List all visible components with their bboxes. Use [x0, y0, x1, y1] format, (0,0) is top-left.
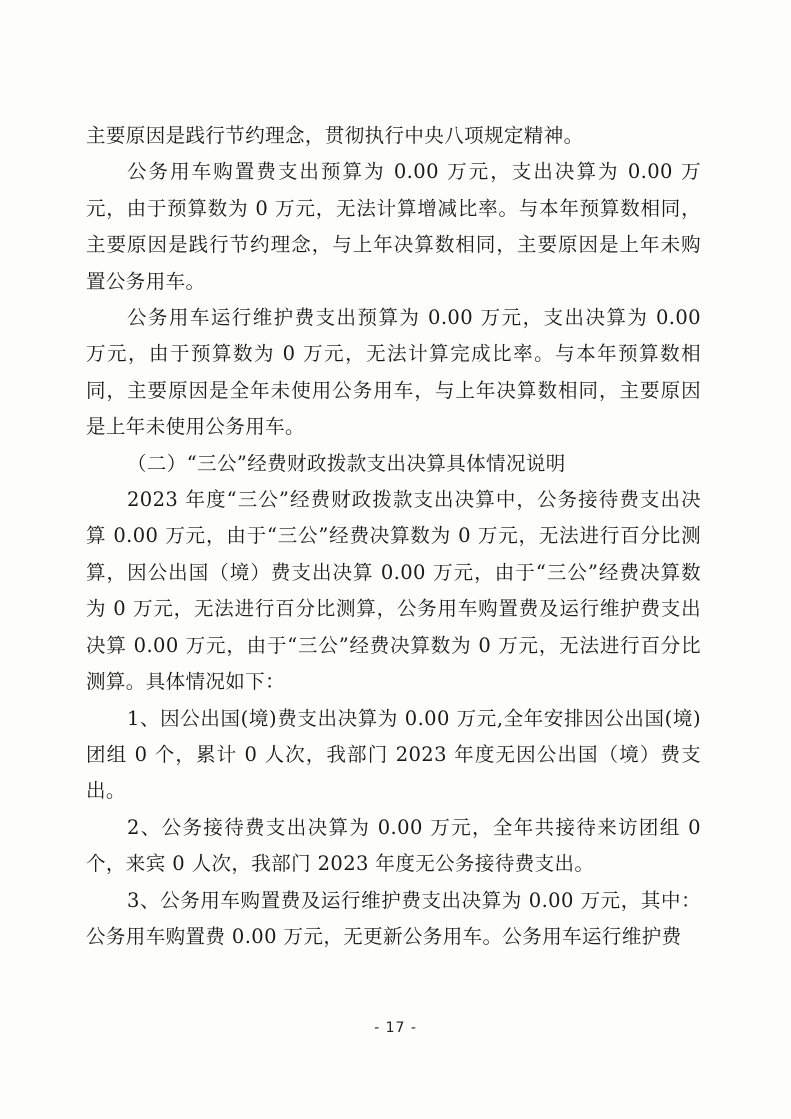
- body-text: [86, 118, 701, 955]
- paragraph-2: 公务用车购置费支出预算为 0.00 万元，支出决算为 0.00 万元，由于预算数为 0 万元，无法计算增减比率。与本年预算数相同，主要原因是践行节约理念，与上年决算数相同，主要原因是上年未购置公务用车。: [86, 160, 701, 293]
- paragraph-3: 公务用车运行维护费支出预算为 0.00 万元，支出决算为 0.00 万元，由于预算数为 0 万元，无法计算完成比率。与本年预算数相同，主要原因是全年未使用公务用车，与上年决算数相同，主要原因是上年未使用公务用车。: [86, 306, 701, 439]
- section-heading: （二）“三公”经费财政拨款支出决算具体情况说明: [127, 451, 566, 475]
- list-item-2: 2、公务接待费支出决算为 0.00 万元，全年共接待来访团组 0 个，来宾 0 人次，我部门 2023 年度无公务接待费支出。: [86, 815, 701, 876]
- list-item-1: 1、因公出国(境)费支出决算为 0.00 万元,全年安排因公出国(境)团组 0 个，累计 0 人次，我部门 2023 年度无因公出国（境）费支出。: [86, 706, 701, 803]
- page-number: - 17 -: [374, 1020, 417, 1036]
- paragraph-4: 2023 年度“三公”经费财政拨款支出决算中，公务接待费支出决算 0.00 万元，由于“三公”经费决算数为 0 万元，无法进行百分比测算，因公出国（境）费支出决算 0.00 万元，由于“三公”经费决算数为 0 万元，无法进行百分比测算，公务用车购置费及运行维护费支出决算 0.00 万元，由于“三公”经费决算数为 0 万元，无法进行百分比测算。具体情况如下：: [86, 488, 701, 694]
- list-item-3: 3、公务用车购置费及运行维护费支出决算为 0.00 万元，其中：公务用车购置费 0.00 万元，无更新公务用车。公务用车运行维护费: [86, 888, 701, 948]
- paragraph-1: 主要原因是践行节约理念，贯彻执行中央八项规定精神。: [86, 124, 584, 147]
